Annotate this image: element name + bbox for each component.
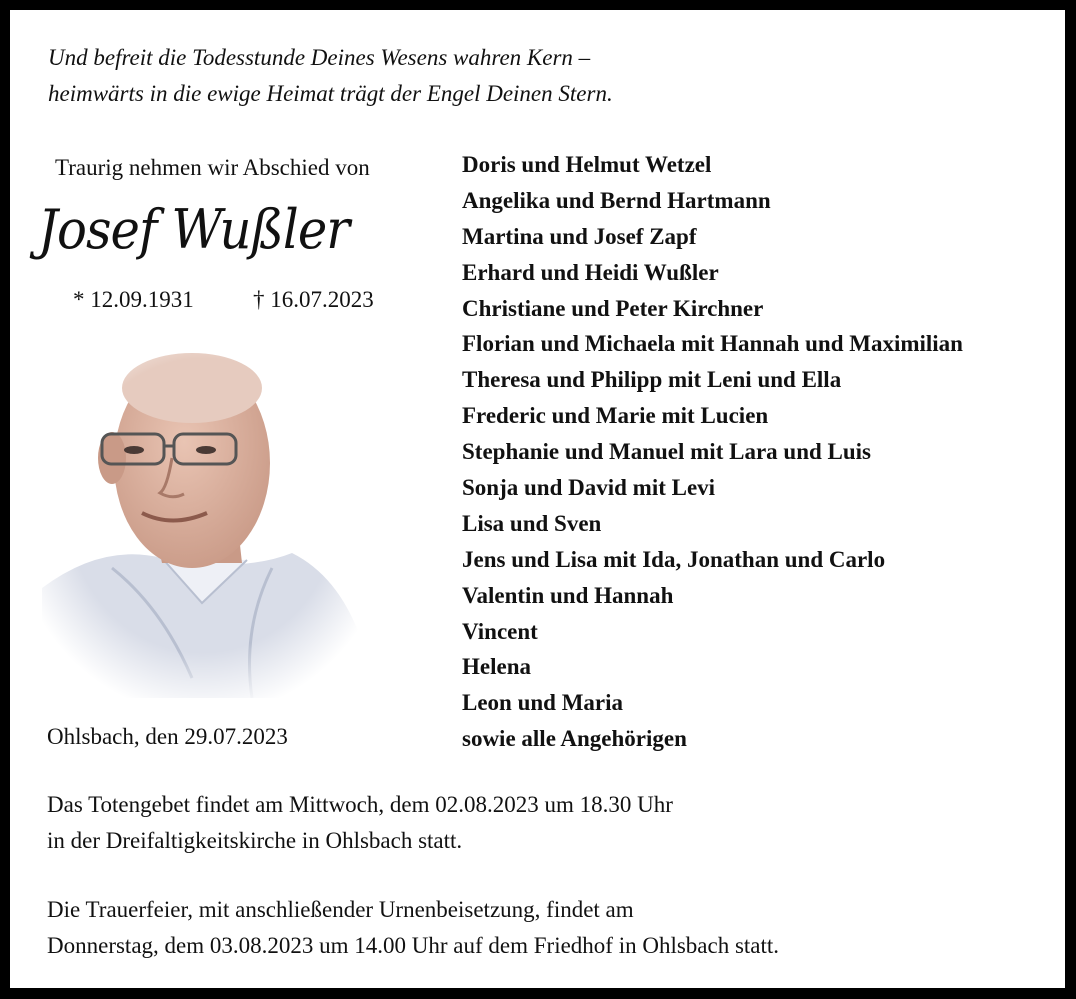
- deceased-name: Josef Wußler: [38, 198, 350, 261]
- prayer-line-1: Das Totengebet findet am Mittwoch, dem 02.08.2023 um 18.30 Uhr: [47, 792, 673, 817]
- family-entry: Frederic und Marie mit Lucien: [462, 403, 769, 429]
- family-entry: sowie alle Angehörigen: [462, 726, 687, 752]
- birth-date: * 12.09.1931: [73, 287, 194, 312]
- family-entry: Lisa und Sven: [462, 510, 602, 536]
- family-entry: Valentin und Hannah: [462, 582, 674, 608]
- family-entry: Florian und Michaela mit Hannah und Maximilian: [462, 331, 963, 357]
- obituary-card: [10, 10, 1065, 988]
- family-entry: Martina und Josef Zapf: [462, 223, 697, 249]
- quote-line-1: Und befreit die Todesstunde Deines Wesens wahren Kern –: [48, 45, 591, 70]
- family-list: [462, 147, 963, 757]
- ceremony-notice: [47, 892, 779, 964]
- family-entry: Erhard und Heidi Wußler: [462, 259, 719, 285]
- ceremony-line-1: Die Trauerfeier, mit anschließender Urnenbeisetzung, findet am: [47, 897, 634, 922]
- family-entry: Jens und Lisa mit Ida, Jonathan und Carlo: [462, 546, 886, 572]
- death-date: † 16.07.2023: [253, 287, 374, 312]
- family-entry: Angelika und Bernd Hartmann: [462, 187, 771, 213]
- family-entry: Helena: [462, 654, 531, 680]
- memorial-quote: [48, 40, 613, 112]
- intro-text: Traurig nehmen wir Abschied von: [55, 155, 370, 180]
- family-entry: Christiane und Peter Kirchner: [462, 295, 764, 321]
- prayer-line-2: in der Dreifaltigkeitskirche in Ohlsbach statt.: [47, 828, 463, 853]
- family-entry: Theresa und Philipp mit Leni und Ella: [462, 367, 842, 393]
- place-and-date: Ohlsbach, den 29.07.2023: [47, 724, 288, 749]
- quote-line-2: heimwärts in die ewige Heimat trägt der Engel Deinen Stern.: [48, 81, 613, 106]
- portrait-photo: [42, 348, 364, 698]
- ceremony-line-2: Donnerstag, dem 03.08.2023 um 14.00 Uhr auf dem Friedhof in Ohlsbach statt.: [47, 933, 780, 958]
- prayer-notice: [47, 787, 673, 859]
- family-entry: Stephanie und Manuel mit Lara und Luis: [462, 439, 872, 465]
- family-entry: Vincent: [462, 618, 538, 644]
- family-entry: Doris und Helmut Wetzel: [462, 152, 712, 177]
- family-entry: Leon und Maria: [462, 690, 624, 716]
- family-entry: Sonja und David mit Levi: [462, 475, 716, 501]
